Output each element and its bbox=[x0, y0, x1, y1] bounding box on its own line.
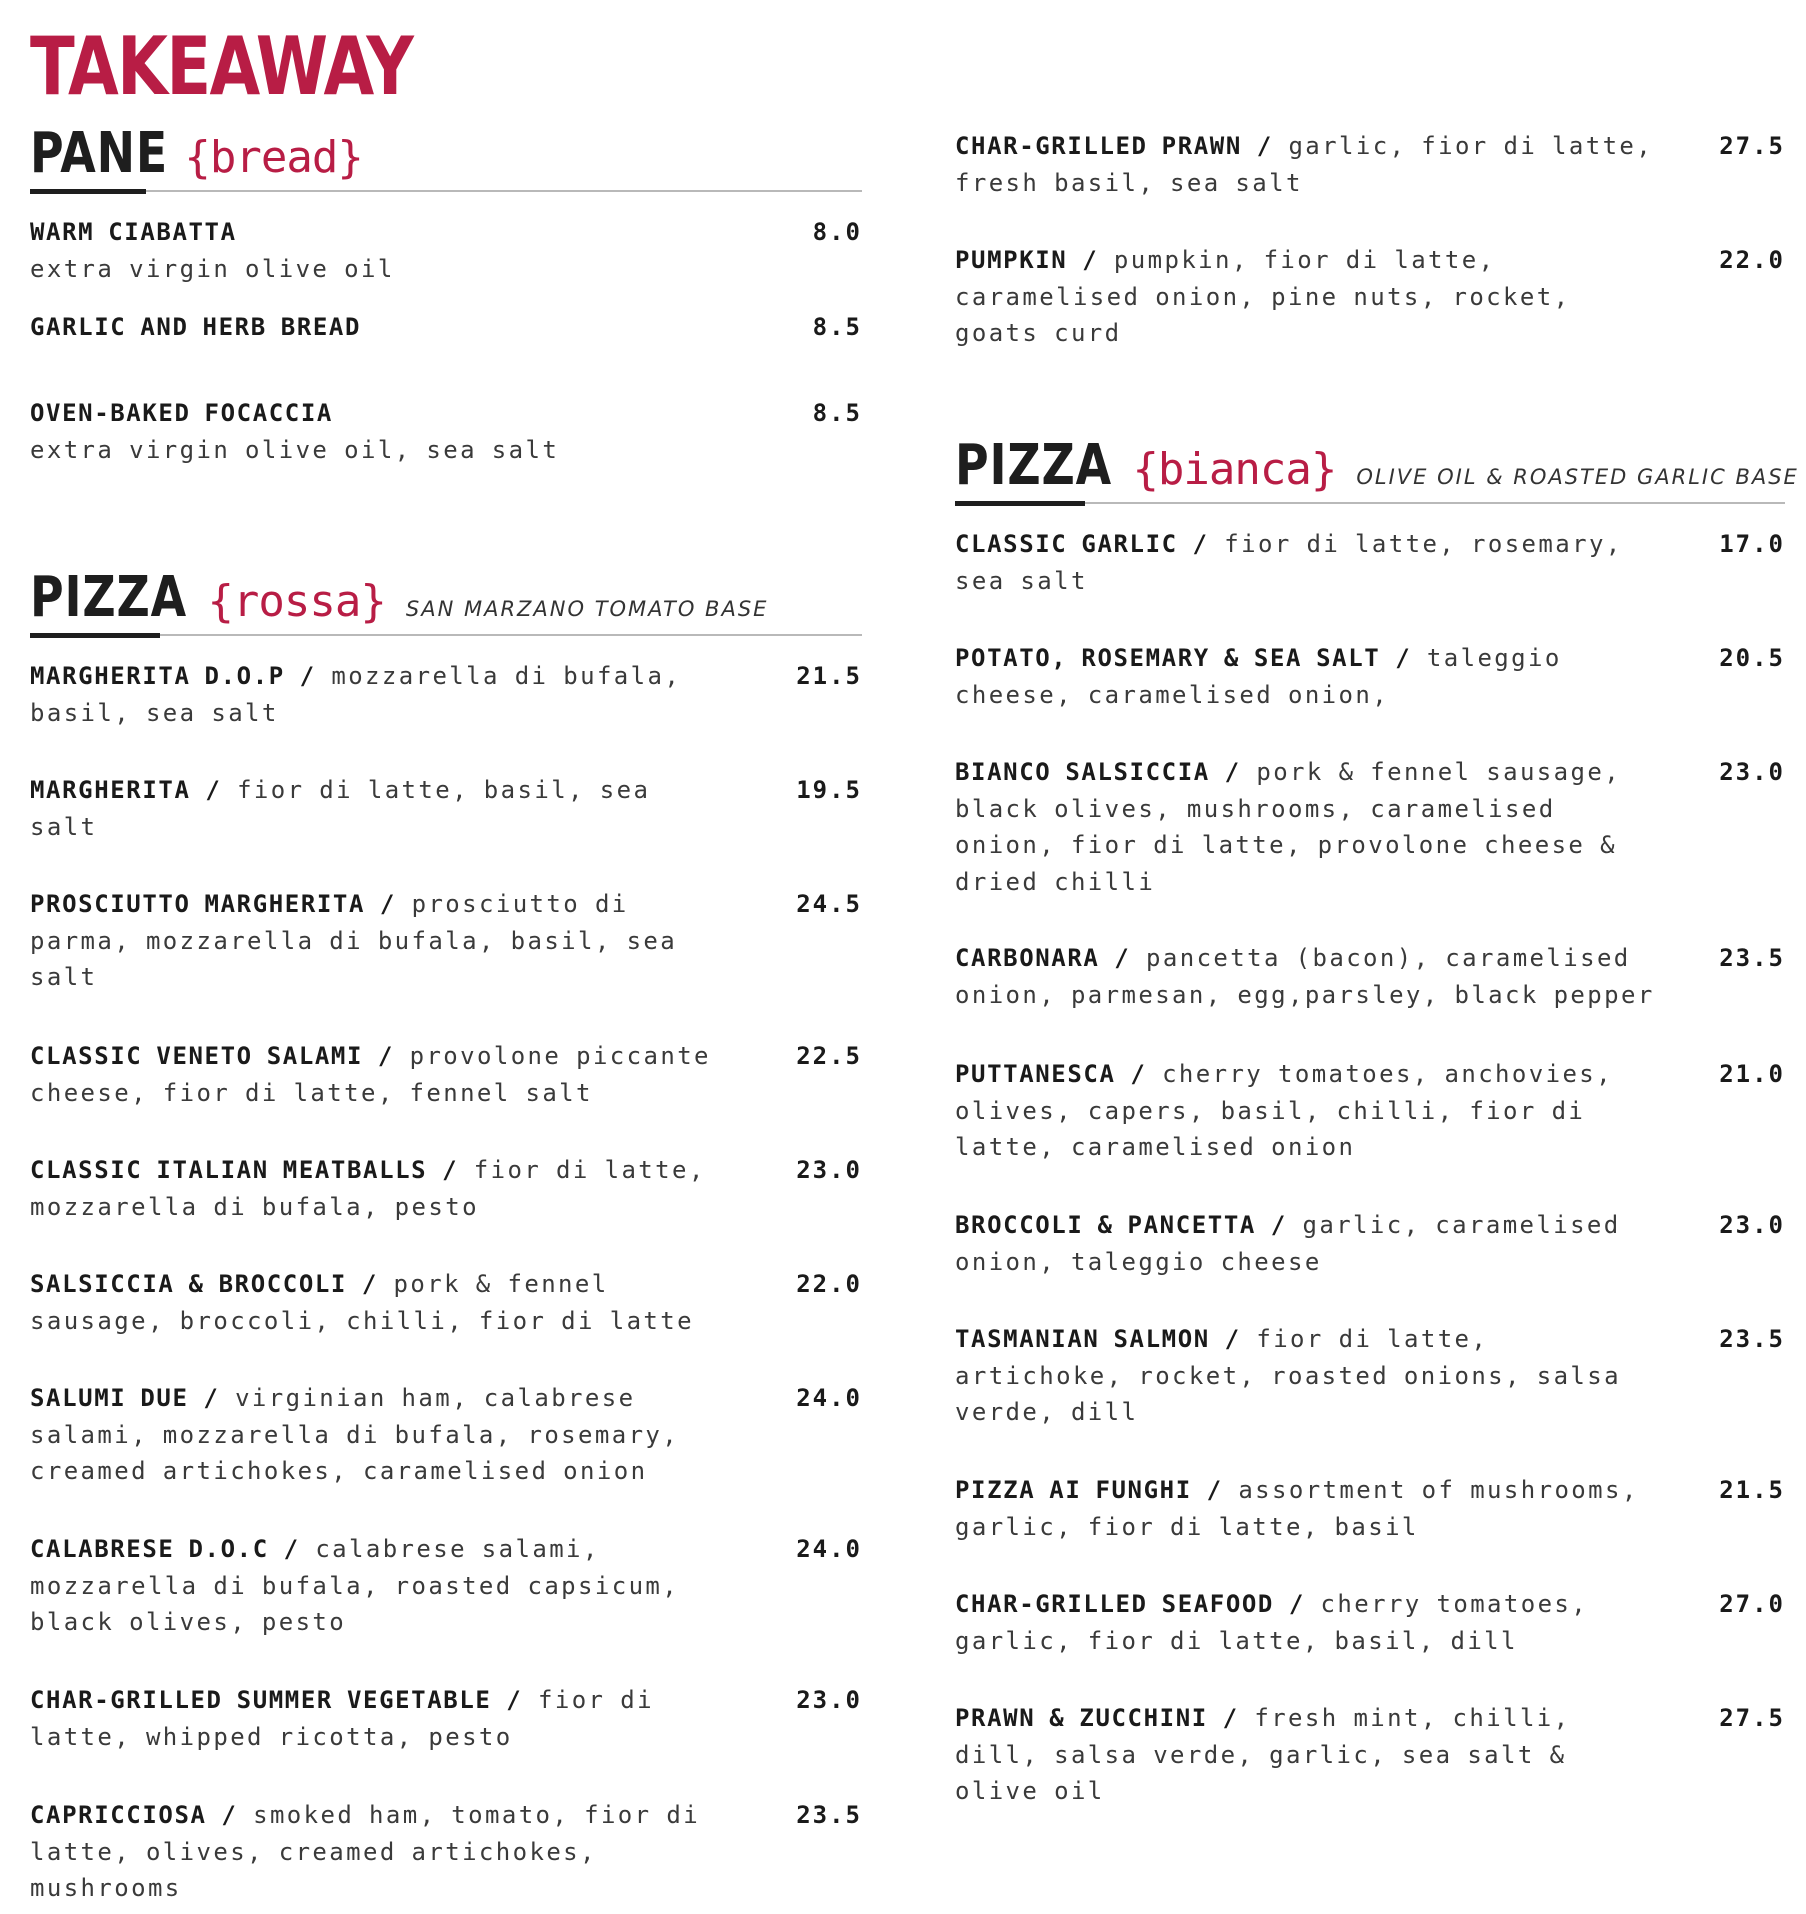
menu-item bbox=[30, 1038, 862, 1111]
menu-item bbox=[30, 1797, 862, 1907]
menu-item bbox=[955, 526, 1785, 599]
section-underline bbox=[30, 633, 160, 638]
section-subtitle: {bread} bbox=[184, 132, 363, 183]
menu-item-description: extra virgin olive oil, sea salt bbox=[30, 435, 560, 464]
menu-item-text bbox=[30, 1682, 730, 1755]
section-header bbox=[30, 562, 862, 636]
menu-item-description: pork & fennel sausage, broccoli, chilli, fior di latte bbox=[30, 1270, 694, 1335]
section-underline bbox=[30, 189, 146, 194]
menu-item-price: 23.0 bbox=[796, 1156, 862, 1184]
menu-item-name: PROSCIUTTO MARGHERITA bbox=[30, 890, 366, 918]
menu-item bbox=[30, 1266, 862, 1339]
menu-item-name: CALABRESE D.O.C bbox=[30, 1535, 269, 1563]
menu-item-name: BIANCO SALSICCIA bbox=[955, 758, 1210, 786]
menu-item-name: SALSICCIA & BROCCOLI bbox=[30, 1270, 347, 1298]
section-subtitle: {rossa} bbox=[207, 576, 386, 627]
menu-item-separator: / bbox=[268, 1535, 316, 1563]
section-pizza-rossa bbox=[30, 562, 862, 1902]
menu-item-separator: / bbox=[1177, 530, 1225, 558]
menu-item-separator: / bbox=[284, 662, 332, 690]
menu-item-text bbox=[30, 1797, 730, 1907]
menu-item bbox=[30, 1380, 862, 1490]
menu-item-separator: / bbox=[1099, 944, 1147, 972]
menu-item-text bbox=[30, 1038, 730, 1111]
menu-item-text bbox=[955, 1700, 1655, 1810]
menu-item-price: 19.5 bbox=[796, 776, 862, 804]
menu-item-text bbox=[955, 940, 1655, 1013]
menu-item-name: POTATO, ROSEMARY & SEA SALT bbox=[955, 644, 1381, 672]
menu-item-name: CHAR-GRILLED SUMMER VEGETABLE bbox=[30, 1686, 492, 1714]
menu-item-text bbox=[955, 1586, 1655, 1659]
menu-item-text bbox=[30, 1380, 730, 1490]
menu-item bbox=[30, 214, 862, 287]
menu-item-separator: / bbox=[1209, 1325, 1257, 1353]
menu-item-description: mozzarella di bufala, basil, sea salt bbox=[30, 662, 682, 727]
menu-item-description: fresh mint, chilli, dill, salsa verde, garlic, sea salt & olive oil bbox=[955, 1704, 1571, 1805]
menu-item bbox=[955, 1700, 1785, 1810]
menu-item-text bbox=[955, 242, 1655, 352]
menu-item-price: 24.0 bbox=[796, 1384, 862, 1412]
menu-item-name: CHAR-GRILLED SEAFOOD bbox=[955, 1590, 1274, 1618]
menu-item bbox=[955, 1207, 1785, 1280]
menu-item-price: 17.0 bbox=[1719, 530, 1785, 558]
menu-item-text bbox=[955, 754, 1655, 900]
menu-item-separator: / bbox=[427, 1156, 474, 1184]
menu-item-name: SALUMI DUE bbox=[30, 1384, 189, 1412]
menu-item-name: CAPRICCIOSA bbox=[30, 1801, 207, 1829]
menu-item-description: virginian ham, calabrese salami, mozzarella di bufala, rosemary, creamed artichokes, caramelised onion bbox=[30, 1384, 680, 1485]
menu-item-name: PIZZA AI FUNGHI bbox=[955, 1476, 1192, 1504]
menu-item-description: fior di latte, mozzarella di bufala, pesto bbox=[30, 1156, 706, 1221]
menu-item-name: PRAWN & ZUCCHINI bbox=[955, 1704, 1208, 1732]
menu-item bbox=[30, 886, 862, 996]
menu-item-separator: / bbox=[1207, 1704, 1255, 1732]
menu-item-separator: / bbox=[190, 776, 238, 804]
menu-item-price: 23.0 bbox=[1719, 1211, 1785, 1239]
menu-item-description: taleggio cheese, caramelised onion, bbox=[955, 644, 1562, 709]
menu-item-price: 24.5 bbox=[796, 890, 862, 918]
menu-item-description: extra virgin olive oil bbox=[30, 254, 395, 283]
menu-item-name: TASMANIAN SALMON bbox=[955, 1325, 1210, 1353]
menu-item-price: 23.5 bbox=[796, 1801, 862, 1829]
menu-item bbox=[955, 242, 1785, 352]
menu-item-text bbox=[955, 640, 1655, 713]
menu-item bbox=[955, 1321, 1785, 1431]
menu-item-description: cherry tomatoes, anchovies, olives, capers, basil, chilli, fior di latte, caramelised onion bbox=[955, 1060, 1613, 1161]
menu-item-price: 8.0 bbox=[812, 218, 862, 246]
section-name: PIZZA bbox=[955, 433, 1112, 498]
menu-item-separator: / bbox=[363, 1042, 410, 1070]
menu-item-name: MARGHERITA bbox=[30, 776, 191, 804]
menu-item-text bbox=[30, 309, 730, 346]
menu-item bbox=[955, 1472, 1785, 1545]
menu-item-separator: / bbox=[1273, 1590, 1321, 1618]
menu-item-description: fior di latte, rosemary, sea salt bbox=[955, 530, 1623, 595]
menu-item-price: 27.5 bbox=[1719, 132, 1785, 160]
menu-item-description: assortment of mushrooms, garlic, fior di latte, basil bbox=[955, 1476, 1639, 1541]
menu-item bbox=[955, 640, 1785, 713]
menu-item-name: PUTTANESCA bbox=[955, 1060, 1116, 1088]
menu-item-text bbox=[955, 1207, 1655, 1280]
menu-item-name: OVEN-BAKED FOCACCIA bbox=[30, 399, 333, 427]
section-underline bbox=[955, 501, 1085, 506]
menu-item-name: MARGHERITA D.O.P bbox=[30, 662, 285, 690]
menu-item-text bbox=[30, 886, 730, 996]
menu-item-text bbox=[30, 658, 730, 731]
section-note: OLIVE OIL & ROASTED GARLIC BASE bbox=[1356, 465, 1799, 489]
menu-item-price: 23.0 bbox=[796, 1686, 862, 1714]
menu-item-description: fior di latte, whipped ricotta, pesto bbox=[30, 1686, 654, 1751]
menu-item-separator: / bbox=[491, 1686, 538, 1714]
menu-item bbox=[955, 940, 1785, 1013]
menu-item-description: calabrese salami, mozzarella di bufala, roasted capsicum, black olives, pesto bbox=[30, 1535, 680, 1636]
menu-item-text bbox=[955, 526, 1655, 599]
menu-item bbox=[30, 395, 862, 468]
menu-item-name: CLASSIC ITALIAN MEATBALLS bbox=[30, 1156, 428, 1184]
menu-item bbox=[30, 309, 862, 346]
menu-item-separator: / bbox=[1191, 1476, 1239, 1504]
menu-item-text bbox=[30, 1152, 730, 1225]
menu-item-name: BROCCOLI & PANCETTA bbox=[955, 1211, 1256, 1239]
menu-item-text bbox=[30, 772, 730, 845]
menu-item-description: pancetta (bacon), caramelised onion, parmesan, egg,parsley, black pepper bbox=[955, 944, 1655, 1009]
menu-item-separator: / bbox=[188, 1384, 236, 1412]
menu-item-price: 27.0 bbox=[1719, 1590, 1785, 1618]
menu-item-name: CARBONARA bbox=[955, 944, 1100, 972]
menu-item-description: garlic, caramelised onion, taleggio cheese bbox=[955, 1211, 1621, 1276]
menu-item bbox=[955, 754, 1785, 900]
menu-item-price: 23.5 bbox=[1719, 1325, 1785, 1353]
menu-item-price: 22.5 bbox=[796, 1042, 862, 1070]
menu-item-text bbox=[955, 1056, 1655, 1166]
menu-item-separator: / bbox=[1241, 132, 1289, 160]
menu-item-description: prosciutto di parma, mozzarella di bufala, basil, sea salt bbox=[30, 890, 678, 991]
menu-item-text bbox=[955, 1321, 1655, 1431]
menu-item-description: fior di latte, artichoke, rocket, roasted onions, salsa verde, dill bbox=[955, 1325, 1621, 1426]
section-header bbox=[30, 118, 862, 192]
menu-item-price: 22.0 bbox=[796, 1270, 862, 1298]
menu-item-name: PUMPKIN bbox=[955, 246, 1068, 274]
menu-item-separator: / bbox=[1255, 1211, 1303, 1239]
menu-item-name: CLASSIC VENETO SALAMI bbox=[30, 1042, 364, 1070]
section-name: PANE bbox=[30, 121, 169, 186]
menu-item-text bbox=[30, 395, 730, 468]
menu-item-price: 27.5 bbox=[1719, 1704, 1785, 1732]
menu-item-name: WARM CIABATTA bbox=[30, 218, 237, 246]
menu-item-description: smoked ham, tomato, fior di latte, olives, creamed artichokes, mushrooms bbox=[30, 1801, 701, 1902]
section-pizza-bianca bbox=[955, 430, 1799, 1805]
menu-item-price: 21.0 bbox=[1719, 1060, 1785, 1088]
menu-item-price: 21.5 bbox=[1719, 1476, 1785, 1504]
menu-item-price: 8.5 bbox=[812, 399, 862, 427]
menu-item-separator: / bbox=[1067, 246, 1114, 274]
menu-item-separator: / bbox=[365, 890, 412, 918]
menu-item-price: 20.5 bbox=[1719, 644, 1785, 672]
section-header bbox=[955, 430, 1799, 504]
menu-item-description: pumpkin, fior di latte, caramelised onion, pine nuts, rocket, goats curd bbox=[955, 246, 1571, 347]
menu-item bbox=[30, 772, 862, 845]
menu-item-separator: / bbox=[206, 1801, 254, 1829]
menu-item-separator: / bbox=[346, 1270, 394, 1298]
menu-item-separator: / bbox=[1209, 758, 1257, 786]
menu-item-name: CHAR-GRILLED PRAWN bbox=[955, 132, 1242, 160]
menu-item-separator: / bbox=[1380, 644, 1427, 672]
section-pane bbox=[30, 118, 862, 464]
menu-item-text bbox=[30, 1531, 730, 1641]
menu-item-description: cherry tomatoes, garlic, fior di latte, basil, dill bbox=[955, 1590, 1589, 1655]
menu-item-text bbox=[955, 1472, 1655, 1545]
menu-item-name: GARLIC AND HERB BREAD bbox=[30, 313, 362, 341]
menu-item-description: pork & fennel sausage, black olives, mushrooms, caramelised onion, fior di latte, provolone cheese & dried chilli bbox=[955, 758, 1622, 896]
menu-item bbox=[955, 128, 1785, 201]
menu-item-text bbox=[30, 1266, 730, 1339]
menu-item-text bbox=[955, 128, 1655, 201]
section-name: PIZZA bbox=[30, 565, 187, 630]
menu-item-description: garlic, fior di latte, fresh basil, sea salt bbox=[955, 132, 1654, 197]
menu-item-price: 23.5 bbox=[1719, 944, 1785, 972]
menu-item bbox=[955, 1586, 1785, 1659]
menu-item-description: provolone piccante cheese, fior di latte, fennel salt bbox=[30, 1042, 711, 1107]
menu-item-price: 21.5 bbox=[796, 662, 862, 690]
menu-item-description: fior di latte, basil, sea salt bbox=[30, 776, 651, 841]
section-note: SAN MARZANO TOMATO BASE bbox=[405, 597, 769, 621]
section-subtitle: {bianca} bbox=[1132, 444, 1337, 495]
menu-item-price: 23.0 bbox=[1719, 758, 1785, 786]
menu-item-name: CLASSIC GARLIC bbox=[955, 530, 1178, 558]
menu-item bbox=[30, 1682, 862, 1755]
menu-item bbox=[30, 658, 862, 731]
menu-item-text bbox=[30, 214, 730, 287]
menu-item bbox=[30, 1152, 862, 1225]
menu-item bbox=[30, 1531, 862, 1641]
menu-item-price: 8.5 bbox=[812, 313, 862, 341]
menu-item-price: 24.0 bbox=[796, 1535, 862, 1563]
page-title: TAKEAWAY bbox=[30, 20, 413, 113]
menu-item-separator: / bbox=[1115, 1060, 1163, 1088]
menu-item-price: 22.0 bbox=[1719, 246, 1785, 274]
menu-item bbox=[955, 1056, 1785, 1166]
